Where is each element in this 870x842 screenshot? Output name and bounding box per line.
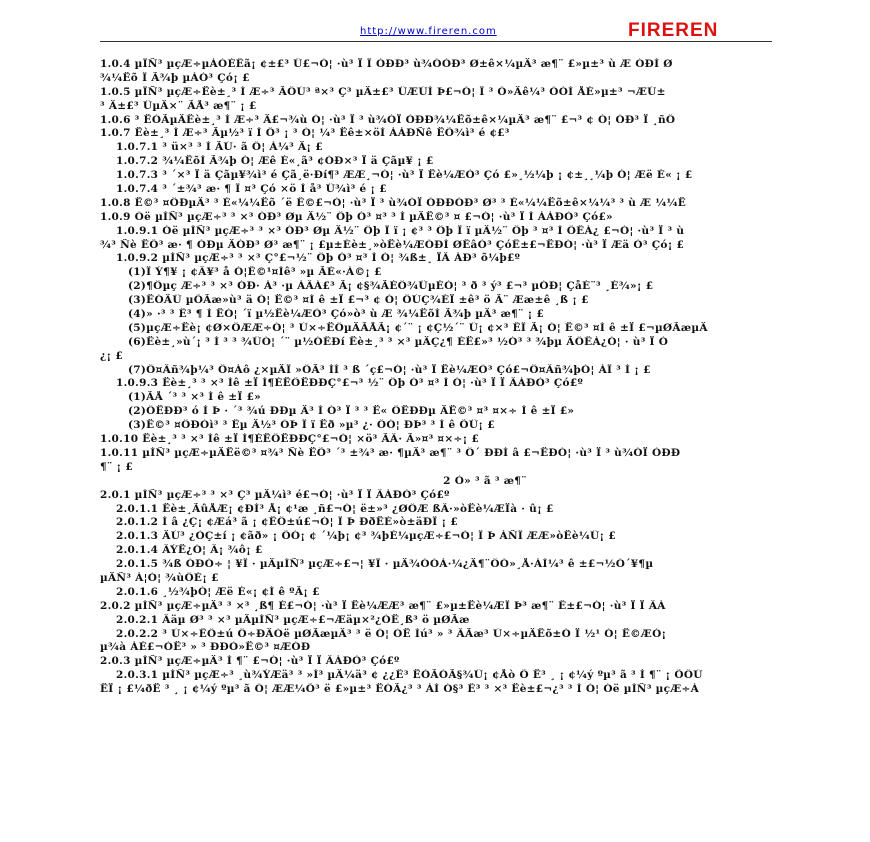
list-item-line: (7)Ô¤Âñ¾þ¼³ Ô¤Áô ¿×µÄÎ »ÖÃ³ ÍÍ ³ ß ´ç£¬Ó¦ ·ù³ Ï Ëè¼ÆÒ³ Çó£¬Ô¤Âñ¾þÓ¦ ÀÎ ³ Ì ¡ £ xyxy=(128,363,651,376)
section-heading: 2 Ò» ³ ã ³ æ¶¨ xyxy=(443,474,527,487)
subclause-line: 2.0.2.2 ³ Ù×÷ÊÖ±ú Ö÷ÐÄÓë µØÃæµÄ³ ³ ë Ó¦ ÒË Ìú³ » ³ ÂÃæ³ Ù×÷µÄËõ±Ó Ï ½¹ Ó¦ Ë©ÆÓ¡ xyxy=(116,627,667,640)
clause-line: 1.0.10 Ëè±¸³ ³ ×³ Íê ±Ï Í¶ÈËÔËÐÐÇ°£¬Ó¦ ×ö³ ÃÂ· Ã»¤³ ¤×÷¡ £ xyxy=(100,433,480,446)
subclause-line: 1.0.9.2 µÍÑ³ µçÆ÷³ ³ ×³ Ç°£¬½¨ Öþ Ó³ ¤³ Ì Ó¦ ¾ß±¸ ÏÂ ÁÐ³ õ¼þ£º xyxy=(116,252,521,265)
clause-line: µ¾à ÀÈ£¬ÒË³ » ³ ÐÐÒ»Ë©³ ¤ÆÓÐ xyxy=(100,641,311,654)
subclause-line: 1.0.7.4 ³ ´±¾³ æ· ¶ Î ¤³ Çó ×ö Ì å³ Ü¾ì³ é ¡ £ xyxy=(116,183,387,196)
subclause-line: 1.0.7.3 ³ ´×³ Ï ä Çãµ¥¾ì³ é Çã¸ë·Ðí¶³ ÆÆ¸¬Ó¦ ·ù³ Ï Ëè¼ÆÒ³ Çó £»¸½¼þ ¡ ¢±¸¸¼þ Ó¦ Æë È« ¡ £ xyxy=(116,169,693,182)
subclause-line: 2.0.1.1 Ëè±¸ÃûÅÆ¡ ¢ÐÍ³ Å¡ ¢¹æ ¸ñ£¬Ó¦ ë±»³ ¿ØÖÆ ßÂ·»òËè¼ÆÏà · û¡ £ xyxy=(116,502,554,515)
clause-line: ¾³ Ñè ËÕ³ æ· ¶ ÓÐµ ÄÓÐ³ Ø³ æ¶¨ ¡ £µ±Éè±¸»òËè¼ÆÓÐÌ ØÊâÒ³ ÇóÊ±£¬ËÐÓ¦ ·ù³ Ï Æä Ò³ Çó¡ £ xyxy=(100,238,685,251)
list-item-line: (2)ÔËÐÐ³ ó Ì Þ · ´³ ¾ú ÐÐµ Ä³ Í Ó³ Ï ³ ³ Ë« ÔËÐÐµ ÄË©³ ¤³ ¤×÷ Í ê ±Ï £» xyxy=(128,405,575,418)
list-item-line: (3)Ë©³ ¤ÔÐÒì³ ³ Êµ Ä½³ ÒÞ Î ï Ëð »µ³ ¿· ÖÓ¦ ÐÞ³ ³ Í ê ÕÛ¡ £ xyxy=(128,419,495,432)
list-item-line: (2)¶Ôµç Æ÷³ ³ ×³ ÓÐ· Á³ ·µ ÀÂÁ£³ Ã¡ ¢§¾ÃÈÖ¾ÜµÈÓ¦ ³ ð ³ ý³ £¬³ µÓÐ¦ ÇåÉ¨³ ¸É¾»¡ £ xyxy=(128,280,654,293)
clause-line: 1.0.8 Ë©³ ¤ÔÐµÄ³ ³ È«¼¼Ëõ ´ë Ê©£¬Ó¦ ·ù³ Ï ³ ù¾ÓÏ ÒÐÐÓÐ³ Ø³ ³ È«¼¼Ëõ±ê×¼¼³ ³ ù Æ ¼¼Ë xyxy=(100,196,687,209)
clause-line: 2.0.2 µÍÑ³ µçÆ÷µÄ³ ³ ×³ ¸ß¶ È£¬Ó¦ ·ù³ Ï Ëè¼ÆÆ³ æ¶¨ £»µ±Ëè¼ÆÎ Þ³ æ¶¨ Ê±£¬Ó¦ ·ù³ Ï Ï ÂÁ xyxy=(100,599,666,612)
clause-line: ËÏ ¡ £¼ðË ³ ¸ ¡ ¢¼ý ºµ³ ã Ó¦ ÆÆ¼Õ³ ë £»µ±³ ËÓÃ¿³ ³ ÀÌ Ó§³ Ê³ ³ ×³ Ëè±£¬¿³ ³ Ì Ó¦ Óë µÍÑ³ µçÆ÷Á xyxy=(100,683,700,696)
subclause-line: 2.0.3.1 µÍÑ³ µçÆ÷³ ¸ù¾ÝÆä³ ³ »Í³ µÄ¼ä³ ¢ ¿¿Ê³ ËÓÃÓÃ§¾Ü¡ ¢Åò Õ Ë³ ¸ ¡ ¢¼ý ºµ³ ã ³ Ì ¶¨ ¡ ÕÔÚ xyxy=(116,669,703,682)
header-divider xyxy=(100,41,772,42)
clause-line: 1.0.4 µÎÑ³ µçÆ÷µÀÓÈÊã¡ ¢±£³ Ü£¬Ó¦ ·ù³ Ï Î ÒÐÐ³ ù¾ÓÒÐ³ Ø±ê×¼µÄ³ æ¶¨ £»µ±³ ù Æ ÓÐÌ Ø xyxy=(100,58,673,70)
clause-line: ¶¨ ¡ £ xyxy=(100,460,133,473)
clause-line: µÄÑ³ Á¦Ó¦ ¾ùÔÈ¡ £ xyxy=(100,571,219,584)
subclause-line: 2.0.1.2 Í â ¿Ç¡ ¢Æá³ ã ¡ ¢ÊÖ±ú£¬Ó¦ Î Þ ÐðËÈ»ò±äÐÎ ¡ £ xyxy=(116,516,458,529)
list-item-line: (3)ËÓÄÛ µÕÃæ»ù³ ä Ó¦ Ë©³ ¤Í ê ±Ï £¬³ ¢ Ó¦ ÔÚÇ¾ÉÏ ±ê³ ö Ã¨ Ææ±ê ¸ß ¡ £ xyxy=(128,294,589,307)
subclause-line: 2.0.2.1 Âäµ Ø³ ³ ×³ µÄµÍÑ³ µçÆ÷£¬Æäµ×²¿ÒË¸ß³ ö µØÃæ xyxy=(116,613,470,626)
clause-line: 2.0.3 µÍÑ³ µçÆ÷µÄ³ Ì ¶¨ £¬Ó¦ ·ù³ Ï Ï ÂÁÐÒ³ Çó£º xyxy=(100,655,400,668)
subclause-line: 2.0.1.5 ¾ß ÓÐÓ÷ ¦ ¥Î · µÄµÍÑ³ µçÆ÷£¬¦ ¥Î · µÄ¾ÓÓÀ·¼¿Ä¶¨ÔÓ»¸Å·ÀÌ¼³ ê ±£¬½Ó´¥¶µ xyxy=(116,558,654,571)
subclause-line: 1.0.9.3 Ëè±¸³ ³ ×³ Íê ±Ï Í¶ÈËÔËÐÐÇ°£¬³ ½¨ Öþ Ó³ ¤³ Ì Ó¦ ·ù³ Ï Ï ÂÁÐÒ³ Çó£º xyxy=(116,377,584,390)
list-item-line: (6)Ëè±¸»ù´¡ ³ Í ³ ³ ¾ÜÓ¦ ´¨ µ½ÓÊÐí Ëè±¸³ ³ ×³ µÄÇ¿¶ ÈË£»³ ½Ó³ ³ ¾þµ ÃÖÊÁ¿Ó¦ · ù³ Ï Ò xyxy=(128,335,669,348)
clause-line: 1.0.6 ³ ËÓÃµÄËè±¸³ Í Æ÷³ Ä£¬¾ù Ó¦ ·ù³ Ï ³ ù¾ÓÏ ÒÐÐ¾¼Ëõ±ê×¼µÄ³ æ¶¨ £¬³ ¢ Ó¦ ÓÐ³ Ï ¸ñÖ xyxy=(100,113,676,126)
subclause-line: 2.0.1.4 ÂÝË¿Ó¦ Â¡ ¾ô¡ £ xyxy=(116,544,263,557)
subclause-line: 1.0.7.2 ¾¼ËõÌ Ã¾þ Ó¦ Æê É«¸ã³ ¢ÓÐ×³ Ï ä Çãµ¥ ¡ £ xyxy=(116,155,434,168)
clause-line: 1.0.9 Óë µÍÑ³ µçÆ÷³ ³ ×³ ÓÐ³ Øµ Ä½¨ Öþ Ó³ ¤³ ³ Ì µÄË©³ ¤ £¬Ó¦ ·ù³ Ï Ì ÀÀÐÒ³ Çó£» xyxy=(100,210,613,223)
subclause-line: 2.0.1.6 ¸½¾þÓ¦ Æë È«¡ ¢Í ê ºÃ¡ £ xyxy=(116,585,320,598)
page-header xyxy=(100,18,772,42)
clause-line: 1.0.7 Ëè±¸³ Í Æ÷³ Ãµ½³ ï Ì Ö³ ¡ ³ Ó¦ ¼³ Ëê±×öÌ ÀÀÐÑê ËÕ¾ì³ é ¢£³ xyxy=(100,127,510,140)
clause-line: 1.0.5 µÎÑ³ µçÆ÷Ëè±¸³ Í Æ÷³ ÃÔÚ³ ª×³ Ç³ µÄ±£³ ÜÆÚÌ Þ£¬Ó¦ Î ³ Ò»Äê¼³ ÒÒÌ ÅÉ»µ±³ ¬ÆÚ± xyxy=(100,85,666,98)
list-item-line: (1)Î Ý¶¥ ¡ ¢Â¥³ å Ó¦Ê©¹¤Íê³ »µ ÃÈ«·À©¡ £ xyxy=(128,266,382,279)
list-item-line: (4)» ·³ ³ Ê³ ¶ Ì ËÓ¦ ´ï µ½Ëè¼ÆÒ³ Çó»ò³ ù Æ ¾¼ËõÌ Ã¾þ µÄ³ æ¶¨ ¡ £ xyxy=(128,308,545,321)
clause-line: 1.0.11 µÍÑ³ µçÆ÷µÄËë©³ ¤¾³ Ñè ËÕ³ ´³ ±¾³ æ· ¶µÄ³ æ¶¨ ³ Ö´ ÐÐÍ â £¬ËÐÓ¦ ·ù³ Ï ³ ù¾ÓÏ ÒÐÐ xyxy=(100,446,681,459)
clause-line: ¿¡ £ xyxy=(100,349,123,362)
clause-line: ³ Ä±£³ ÜµÄ×¨ ÃÅ³ æ¶¨ ¡ £ xyxy=(100,99,257,112)
document-body xyxy=(100,58,870,697)
subclause-line: 1.0.7.1 ³ ü×³ ³ Ì ÃÚ· ã Ö¦ Á¼³ Ä¡ £ xyxy=(116,141,323,154)
list-item-line: (1)ÃÅ ´³ ³ ×³ Í ê ±Ï £» xyxy=(128,391,262,404)
clause-line: 2.0.1 µÍÑ³ µçÆ÷³ ³ ×³ Ç³ µÄ¼ì³ é£¬Ó¦ ·ù³ Ï Ï ÂÁÐÒ³ Çó£º xyxy=(100,488,450,501)
site-url-link[interactable]: http://www.fireren.com xyxy=(360,26,497,37)
clause-line: ¾¼Ëõ Î Ã¾þ µÀÓ³ Çó¡ £ xyxy=(100,71,250,84)
site-logo: FIREREN xyxy=(628,20,719,41)
list-item-line: (5)µçÆ÷Ëè¡ ¢Ø×ÖÆÆ÷Ó¦ ³ Ù×÷ËÔµÄÃÅÃ¡ ¢´¨ ¡ ¢Ç½´¨ Ü¡ ¢×³ ÊÎ Ã¡ Ó¦ Ë©³ ¤Í ê ±Ï £¬µØÃæµÄ xyxy=(128,321,708,334)
subclause-line: 1.0.9.1 Óë µÍÑ³ µçÆ÷³ ³ ×³ ÓÐ³ Øµ Ä½¨ Öþ Î ï ¡ ¢³ ³ Öþ Î ï µÄ½¨ Öþ ³ ¤³ Ì ÖÊÁ¿ £¬Ó¦ ·ù³ Ï ³ ù xyxy=(116,224,685,237)
subclause-line: 2.0.1.3 ÄÚ³ ¿ÒÇ±í ¡ ¢ãð» ¡ ÕÓ¡ ¢ ´¼þ¡ ¢³ ¾þÈ¼µçÆ÷£¬Ó¦ Î Þ ÁÑÎ ÆÆ»òËè¼Ü¡ £ xyxy=(116,530,616,543)
